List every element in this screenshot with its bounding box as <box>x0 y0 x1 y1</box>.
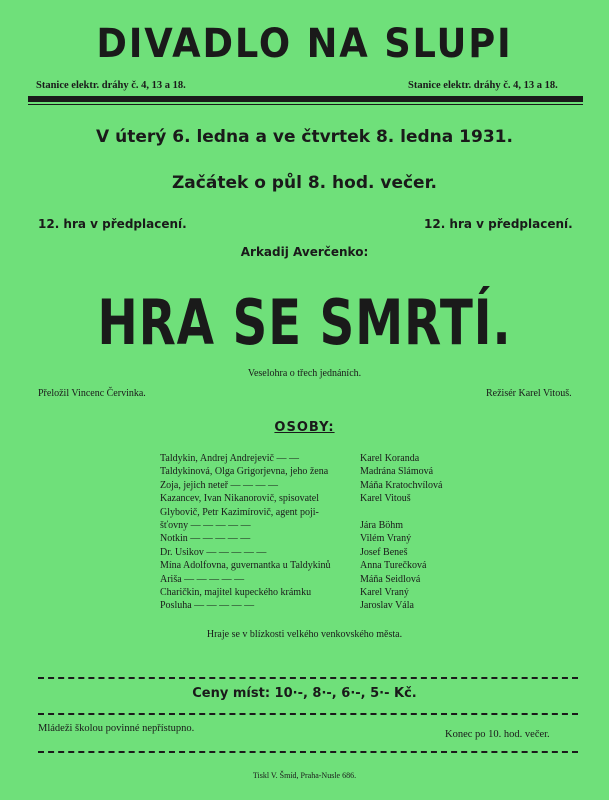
cast-row <box>160 465 490 478</box>
subscription-right: 12. hra v předplacení. <box>424 217 573 231</box>
cast-actor: Máňa Kratochvílová <box>360 479 443 491</box>
cast-row <box>160 559 490 572</box>
subscription-left: 12. hra v předplacení. <box>38 217 187 231</box>
cast-role: Taldykinová, Olga Grigorjevna, jeho žena <box>160 466 329 478</box>
director: Režisér Karel Vitouš. <box>486 388 572 399</box>
youth-note: Mládeži školou povinné nepřístupno. <box>38 723 195 734</box>
cast-row <box>160 573 490 586</box>
cast-actor: Karel Vitouš <box>360 493 411 505</box>
divider-middle <box>38 713 578 715</box>
cast-row <box>160 519 490 532</box>
tram-info-left: Stanice elektr. dráhy č. 4, 13 a 18. <box>36 80 186 91</box>
printer-credit: Tiskl V. Šmíd, Praha-Nusle 686. <box>252 771 357 780</box>
cast-row <box>160 599 490 612</box>
cast-row <box>160 586 490 599</box>
end-time: Konec po 10. hod. večer. <box>445 729 550 740</box>
header-rule-thin <box>28 104 583 105</box>
cast-row <box>160 452 490 465</box>
tram-info-right: Stanice elektr. dráhy č. 4, 13 a 18. <box>408 80 558 91</box>
start-time: Začátek o půl 8. hod. večer. <box>171 173 437 193</box>
cast-list <box>160 452 490 613</box>
ticket-prices: Ceny míst: 10·-, 8·-, 6·-, 5·- Kč. <box>192 686 417 701</box>
cast-actor: Jára Böhm <box>360 519 404 531</box>
performance-dates: V úterý 6. ledna a ve čtvrtek 8. ledna 1931. <box>96 127 513 147</box>
cast-role: Charičkin, majitel kupeckého krámku <box>160 586 312 598</box>
header-rule <box>28 96 583 102</box>
cast-actor: Jaroslav Vála <box>360 600 414 612</box>
cast-role: Kazancev, Ivan Nikanorovič, spisovatel <box>160 493 320 505</box>
cast-row <box>160 506 490 519</box>
cast-role: Posluha — — — — — <box>160 600 255 612</box>
cast-actor: Madrána Slámová <box>360 466 434 478</box>
cast-actor: Karel Vraný <box>360 586 409 598</box>
play-title: HRA SE SMRTÍ. <box>97 286 512 359</box>
cast-role: šťovny — — — — — <box>160 519 251 531</box>
cast-role: Ariša — — — — — <box>160 573 245 585</box>
cast-row <box>160 546 490 559</box>
cast-role: Glybovič, Petr Kazimírovič, agent poji- <box>160 506 319 518</box>
cast-row <box>160 532 490 545</box>
cast-heading: OSOBY: <box>274 420 335 435</box>
divider-bottom <box>38 751 578 753</box>
genre: Veselohra o třech jednáních. <box>247 368 362 379</box>
cast-actor: Karel Koranda <box>360 453 420 464</box>
cast-actor: Josef Beneš <box>360 546 408 558</box>
cast-role: Mína Adolfovna, guvernantka u Taldykinů <box>160 560 331 572</box>
divider-top <box>38 677 578 679</box>
author: Arkadij Averčenko: <box>240 245 369 259</box>
cast-actor: Anna Turečková <box>360 560 427 572</box>
cast-actor: Vilém Vraný <box>360 533 412 545</box>
cast-row <box>160 479 490 492</box>
setting-note: Hraje se v blízkosti velkého venkovského města. <box>206 629 403 640</box>
theatre-name: DIVADLO NA SLUPI <box>96 21 513 67</box>
cast-actor: Máňa Seidlová <box>360 573 421 585</box>
cast-role: Notkin — — — — — <box>160 533 251 545</box>
cast-role: Zoja, jejich neteř — — — — <box>160 479 279 491</box>
cast-role: Dr. Usikov — — — — — <box>160 546 267 558</box>
cast-role: Taldykin, Andrej Andrejevič — — <box>160 453 299 464</box>
cast-row <box>160 492 490 505</box>
translator: Přeložil Vincenc Červinka. <box>38 388 146 399</box>
